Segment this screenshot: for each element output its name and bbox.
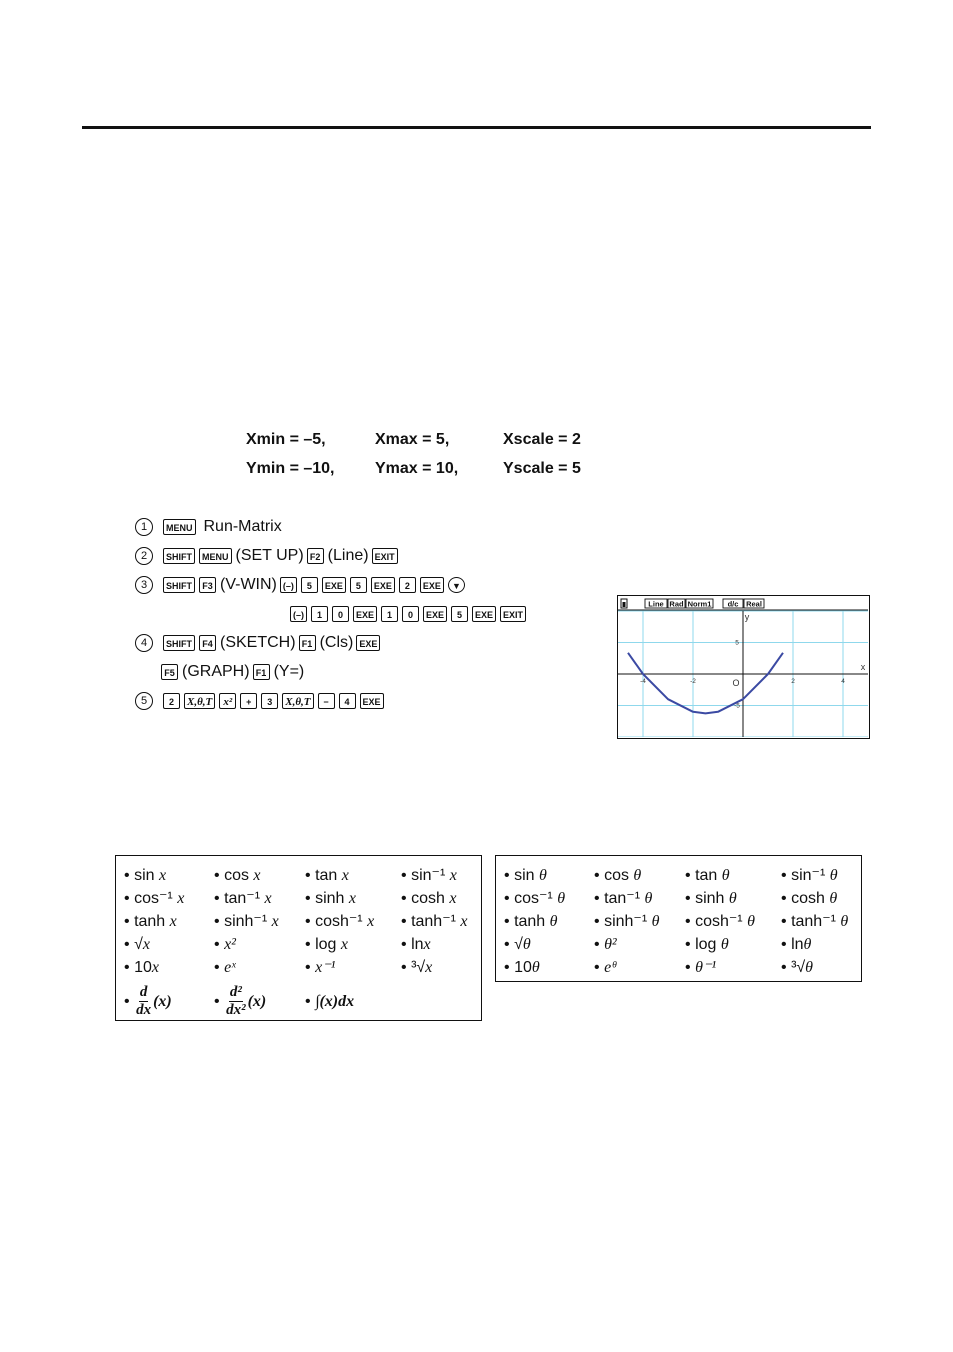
function-item xyxy=(781,956,861,979)
function-name: tanh⁻¹ xyxy=(411,913,461,930)
status-item: d/c xyxy=(727,599,739,609)
bullet: • xyxy=(781,913,787,930)
function-argument: θ xyxy=(720,936,729,953)
digit-1-key[interactable]: 1 xyxy=(381,606,398,622)
bullet: • xyxy=(504,936,510,953)
parabola-curve xyxy=(628,653,783,714)
functions-theta-box xyxy=(495,855,862,982)
exe-key[interactable]: EXE xyxy=(360,693,384,709)
function-argument: θ xyxy=(840,913,849,930)
digit-5-key[interactable]: 5 xyxy=(451,606,468,622)
functions-theta-grid xyxy=(504,864,861,979)
function-name: 10 xyxy=(514,959,532,976)
function-item xyxy=(305,864,401,887)
function-name: sin⁻¹ xyxy=(791,867,830,884)
exe-key[interactable]: EXE xyxy=(356,635,380,651)
function-item xyxy=(685,887,781,910)
bullet: • xyxy=(124,867,130,884)
x-tick-label: -4 xyxy=(640,678,646,685)
function-name: cosh⁻¹ xyxy=(695,913,748,930)
function-argument: x xyxy=(177,890,185,907)
bullet: • xyxy=(214,992,220,1010)
function-item xyxy=(305,910,401,933)
x-axis-label: x xyxy=(860,662,866,672)
status-item: Line xyxy=(648,599,664,609)
bullet: • xyxy=(401,890,407,907)
y-axis-label: y xyxy=(744,612,750,622)
function-item xyxy=(124,887,214,910)
function-argument: x xyxy=(460,913,468,930)
bullet: • xyxy=(124,913,130,930)
function-argument: θ xyxy=(538,867,547,884)
exe-key[interactable]: EXE xyxy=(420,577,444,593)
f2-key[interactable]: F2 xyxy=(307,548,324,564)
function-item xyxy=(305,933,401,956)
function-argument: x xyxy=(271,913,279,930)
function-argument: eᶿ xyxy=(604,959,616,976)
function-argument: θ xyxy=(549,913,558,930)
derivative-denominator: dx xyxy=(136,1001,152,1018)
bullet: • xyxy=(305,959,311,976)
minus-key[interactable]: − xyxy=(318,693,335,709)
sketch-label: (SKETCH) xyxy=(220,633,296,651)
function-name: cos⁻¹ xyxy=(134,890,178,907)
status-item: Rad xyxy=(669,599,684,609)
function-argument: x xyxy=(340,936,348,953)
down-arrow-icon[interactable]: ▼ xyxy=(448,577,465,593)
y-equals-label: (Y=) xyxy=(273,662,305,680)
bullet: • xyxy=(594,867,600,884)
x-tick-label: 4 xyxy=(841,678,845,685)
derivative-fraction xyxy=(136,984,151,1019)
function-argument: x xyxy=(449,867,457,884)
bullet: • xyxy=(401,959,407,976)
function-item xyxy=(781,933,861,956)
calculator-screen xyxy=(617,595,870,739)
function-argument: θ xyxy=(531,959,540,976)
plot-area xyxy=(618,611,868,737)
bullet: • xyxy=(401,936,407,953)
function-name: sinh xyxy=(315,890,349,907)
f1-key[interactable]: F1 xyxy=(253,664,270,680)
function-item xyxy=(594,864,685,887)
step-number: 5 xyxy=(135,692,153,710)
function-item xyxy=(214,979,305,1023)
function-item xyxy=(685,910,781,933)
bullet: • xyxy=(594,936,600,953)
function-name: sin xyxy=(514,867,539,884)
plus-key[interactable]: + xyxy=(240,693,257,709)
function-item xyxy=(594,887,685,910)
function-argument: x xyxy=(423,936,431,953)
bullet: • xyxy=(504,959,510,976)
function-item xyxy=(305,887,401,910)
bullet: • xyxy=(504,890,510,907)
function-item xyxy=(685,956,781,979)
function-item xyxy=(305,979,401,1023)
function-name: cos xyxy=(224,867,254,884)
bullet: • xyxy=(401,867,407,884)
battery-level xyxy=(623,602,626,607)
function-name: tan⁻¹ xyxy=(224,890,265,907)
exe-key[interactable]: EXE xyxy=(423,606,447,622)
function-item xyxy=(685,864,781,887)
function-argument: x xyxy=(264,890,272,907)
function-item xyxy=(124,956,214,979)
function-name: cosh⁻¹ xyxy=(315,913,368,930)
function-argument: θ xyxy=(721,867,730,884)
bullet: • xyxy=(594,890,600,907)
function-name: sinh⁻¹ xyxy=(224,913,272,930)
step-1 xyxy=(135,512,530,541)
negative-key[interactable]: (–) xyxy=(290,606,307,622)
function-name: tan⁻¹ xyxy=(604,890,645,907)
function-item xyxy=(594,910,685,933)
function-item xyxy=(685,933,781,956)
f4-key[interactable]: F4 xyxy=(199,635,216,651)
functions-x-grid xyxy=(124,864,481,1023)
function-name: tanh xyxy=(134,913,170,930)
x-tick-label: -2 xyxy=(690,678,696,685)
bullet: • xyxy=(685,936,691,953)
function-name: sin⁻¹ xyxy=(411,867,450,884)
f5-key[interactable]: F5 xyxy=(161,664,178,680)
f3-key[interactable]: F3 xyxy=(199,577,216,593)
function-item xyxy=(504,910,594,933)
function-name: tan xyxy=(315,867,342,884)
second-derivative-denominator: dx² xyxy=(226,1001,246,1018)
menu-key[interactable]: MENU xyxy=(199,548,232,564)
function-argument: θ xyxy=(803,936,812,953)
function-argument: x xyxy=(169,913,177,930)
ymin-setting: Ymin = –10, xyxy=(246,460,335,477)
setup-label: (SET UP) xyxy=(235,546,304,564)
xmax-setting: Xmax = 5, xyxy=(375,431,450,448)
line-label: (Line) xyxy=(327,546,369,564)
function-argument: eˣ xyxy=(224,959,236,976)
digit-5-key[interactable]: 5 xyxy=(350,577,367,593)
bullet: • xyxy=(504,867,510,884)
function-argument: x xyxy=(348,890,356,907)
function-item xyxy=(214,956,305,979)
xscale-setting: Xscale = 2 xyxy=(503,431,581,448)
bullet: • xyxy=(214,959,220,976)
digit-5-key[interactable]: 5 xyxy=(301,577,318,593)
function-name: √ xyxy=(134,936,143,953)
shift-key[interactable]: SHIFT xyxy=(163,548,195,564)
square-key[interactable]: x² xyxy=(219,693,236,709)
function-item xyxy=(594,956,685,979)
function-item xyxy=(401,887,481,910)
x-tick-label: 2 xyxy=(791,678,795,685)
exit-key[interactable]: EXIT xyxy=(500,606,526,622)
function-argument: x xyxy=(341,867,349,884)
function-name: tan xyxy=(695,867,722,884)
bullet: • xyxy=(124,936,130,953)
function-argument: θ² xyxy=(604,936,617,953)
bullet: • xyxy=(781,936,787,953)
second-derivative-fraction xyxy=(226,984,246,1019)
function-name: sin xyxy=(134,867,159,884)
bullet: • xyxy=(124,890,130,907)
bullet: • xyxy=(305,992,311,1010)
step-3 xyxy=(135,570,530,599)
function-argument: θ xyxy=(522,936,531,953)
function-name: sinh xyxy=(695,890,729,907)
step-2 xyxy=(135,541,530,570)
derivative-numerator: d xyxy=(139,983,148,1000)
step-number: 2 xyxy=(135,547,153,565)
function-name: cosh xyxy=(791,890,830,907)
bullet: • xyxy=(504,913,510,930)
function-item xyxy=(781,864,861,887)
bullet: • xyxy=(124,959,130,976)
bullet: • xyxy=(781,890,787,907)
bullet: • xyxy=(124,992,130,1010)
function-item xyxy=(214,887,305,910)
function-item xyxy=(124,910,214,933)
function-argument: θ xyxy=(557,890,566,907)
status-bar xyxy=(621,599,764,609)
function-item xyxy=(504,956,594,979)
function-argument: x² xyxy=(224,936,236,953)
step-4-continued xyxy=(135,657,530,686)
y-tick-label: 5 xyxy=(735,639,739,647)
digit-0-key[interactable]: 0 xyxy=(402,606,419,622)
bullet: • xyxy=(685,890,691,907)
function-item xyxy=(214,910,305,933)
function-argument: x xyxy=(367,913,375,930)
function-item xyxy=(504,887,594,910)
derivative-argument: (x) xyxy=(153,992,172,1010)
function-argument: θ xyxy=(747,913,755,930)
shift-key[interactable]: SHIFT xyxy=(163,635,195,651)
bullet: • xyxy=(685,913,691,930)
graph-label: (GRAPH) xyxy=(182,662,250,680)
ymax-setting: Ymax = 10, xyxy=(375,460,459,477)
graph-plot xyxy=(618,596,868,737)
second-derivative-argument: (x) xyxy=(247,992,267,1010)
second-derivative-numerator: d² xyxy=(229,983,242,1000)
digit-1-key[interactable]: 1 xyxy=(311,606,328,622)
exe-key[interactable]: EXE xyxy=(371,577,395,593)
function-name: √ xyxy=(514,936,523,953)
negative-key[interactable]: (–) xyxy=(280,577,297,593)
bullet: • xyxy=(305,936,311,953)
function-name: ³√ xyxy=(791,959,806,976)
function-item xyxy=(781,910,861,933)
xmin-setting: Xmin = –5, xyxy=(246,431,326,448)
integral-expression: ∫(x)dx xyxy=(315,992,355,1010)
step-number: 4 xyxy=(135,634,153,652)
f1-key[interactable]: F1 xyxy=(299,635,316,651)
function-item xyxy=(401,864,481,887)
bullet: • xyxy=(305,867,311,884)
function-argument: x xyxy=(151,959,159,976)
function-item xyxy=(124,933,214,956)
function-item xyxy=(781,887,861,910)
function-argument: θ xyxy=(829,867,838,884)
function-argument: θ xyxy=(829,890,838,907)
step-4 xyxy=(135,628,530,657)
variable-key[interactable]: X,θ,T xyxy=(282,693,313,709)
bullet: • xyxy=(685,959,691,976)
key-procedure xyxy=(135,512,530,715)
exe-key[interactable]: EXE xyxy=(353,606,377,622)
bullet: • xyxy=(594,959,600,976)
function-argument: θ xyxy=(644,890,653,907)
bullet: • xyxy=(781,959,787,976)
function-argument: x xyxy=(449,890,457,907)
exe-key[interactable]: EXE xyxy=(472,606,496,622)
bullet: • xyxy=(594,913,600,930)
top-rule xyxy=(82,126,871,129)
bullet: • xyxy=(305,890,311,907)
function-name: cos⁻¹ xyxy=(514,890,558,907)
step-number: 1 xyxy=(135,518,153,536)
function-argument: x xyxy=(253,867,261,884)
function-name: cos xyxy=(604,867,634,884)
bullet: • xyxy=(685,867,691,884)
function-item xyxy=(504,933,594,956)
function-item xyxy=(504,864,594,887)
digit-2-key[interactable]: 2 xyxy=(399,577,416,593)
function-item xyxy=(124,864,214,887)
status-item: Real xyxy=(746,599,762,609)
function-argument: x⁻¹ xyxy=(315,959,336,976)
function-item xyxy=(594,933,685,956)
function-item xyxy=(214,933,305,956)
function-name: tanh xyxy=(514,913,550,930)
function-argument: θ xyxy=(633,867,642,884)
step-label: Run-Matrix xyxy=(203,517,282,535)
digit-2-key[interactable]: 2 xyxy=(163,693,180,709)
function-argument: θ⁻¹ xyxy=(695,959,717,976)
shift-key[interactable]: SHIFT xyxy=(163,577,195,593)
cls-label: (Cls) xyxy=(319,633,354,651)
menu-key[interactable]: MENU xyxy=(163,519,196,535)
functions-x-box xyxy=(115,855,482,1021)
function-argument: θ xyxy=(805,959,814,976)
bullet: • xyxy=(401,913,407,930)
bullet: • xyxy=(214,913,220,930)
bullet: • xyxy=(214,936,220,953)
function-argument: θ xyxy=(651,913,660,930)
function-item xyxy=(214,864,305,887)
function-name: log xyxy=(315,936,341,953)
function-item xyxy=(401,956,481,979)
yscale-setting: Yscale = 5 xyxy=(503,460,581,477)
function-name: tanh⁻¹ xyxy=(791,913,841,930)
bullet: • xyxy=(214,890,220,907)
function-name: ln xyxy=(791,936,804,953)
step-3-continued xyxy=(135,599,530,628)
y-tick-label: -5 xyxy=(734,702,740,710)
function-item xyxy=(305,956,401,979)
bullet: • xyxy=(305,913,311,930)
status-item: Norm1 xyxy=(687,599,712,609)
function-argument: x xyxy=(158,867,167,884)
function-name: cosh xyxy=(411,890,450,907)
step-5 xyxy=(135,686,530,715)
exe-key[interactable]: EXE xyxy=(322,577,346,593)
digit-4-key[interactable]: 4 xyxy=(339,693,356,709)
function-argument: x xyxy=(425,959,433,976)
function-argument: θ xyxy=(728,890,737,907)
function-name: sinh⁻¹ xyxy=(604,913,652,930)
vwin-label: (V-WIN) xyxy=(220,575,277,593)
variable-key[interactable]: X,θ,T xyxy=(184,693,215,709)
function-name: ³√ xyxy=(411,959,426,976)
digit-0-key[interactable]: 0 xyxy=(332,606,349,622)
function-item xyxy=(401,933,481,956)
bullet: • xyxy=(781,867,787,884)
origin-label: O xyxy=(732,678,740,688)
function-item xyxy=(124,979,214,1023)
digit-3-key[interactable]: 3 xyxy=(261,693,278,709)
bullet: • xyxy=(214,867,220,884)
step-number: 3 xyxy=(135,576,153,594)
function-name: ln xyxy=(411,936,424,953)
exit-key[interactable]: EXIT xyxy=(372,548,398,564)
function-name: 10 xyxy=(134,959,152,976)
function-item xyxy=(401,910,481,933)
function-argument: x xyxy=(142,936,150,953)
function-name: log xyxy=(695,936,721,953)
